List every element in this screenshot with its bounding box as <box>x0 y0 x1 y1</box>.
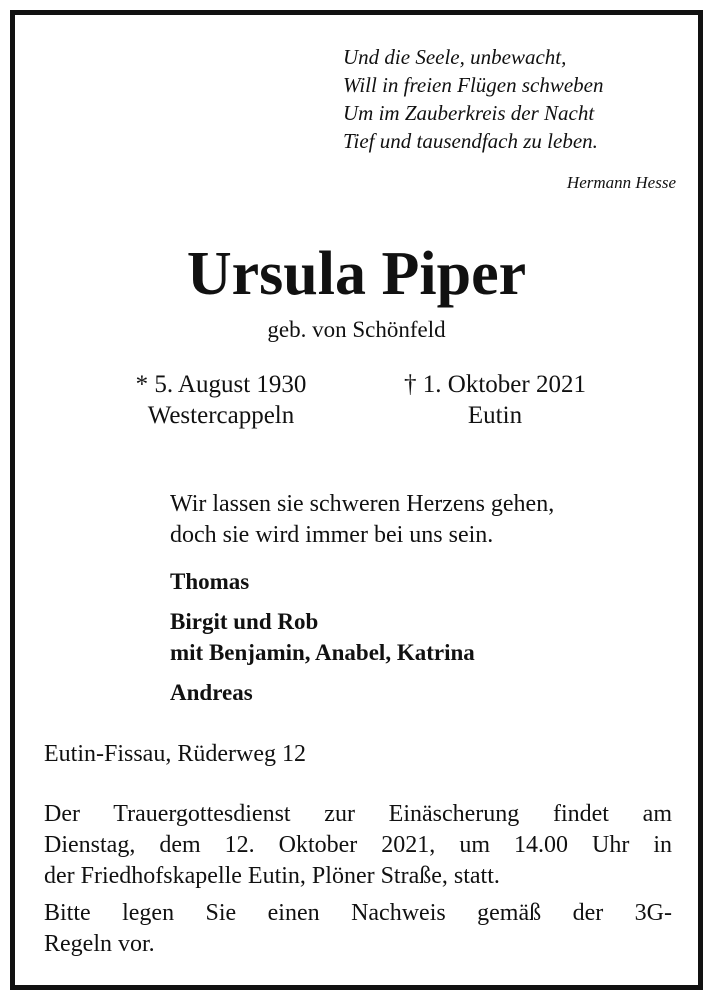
mourner-name: mit Benjamin, Anabel, Katrina <box>170 640 475 665</box>
service-line: der Friedhofskapelle Eutin, Plöner Straße, statt. <box>44 863 500 889</box>
poem-line: Um im Zauberkreis der Nacht <box>343 101 595 125</box>
poem <box>343 43 604 155</box>
death-date: † 1. Oktober 2021 <box>404 371 586 398</box>
birth-info <box>105 369 337 431</box>
mourner-entry <box>170 677 475 708</box>
family-address: Eutin-Fissau, Rüderweg 12 <box>44 741 306 767</box>
service-line: Dienstag, dem 12. Oktober 2021, um 14.00 Uhr in <box>44 832 672 858</box>
service-line: Der Trauergottesdienst zur Einäscherung findet am <box>44 801 672 827</box>
service-info <box>44 799 672 892</box>
maiden-name: geb. von Schönfeld <box>267 317 446 342</box>
mourner-entry <box>170 606 475 668</box>
poem-line: Und die Seele, unbewacht, <box>343 45 567 69</box>
mourner-name: Andreas <box>170 680 253 705</box>
mourners-list <box>170 566 475 717</box>
death-info <box>375 369 615 431</box>
poem-line: Tief und tausendfach zu leben. <box>343 129 598 153</box>
mourner-entry <box>170 566 475 597</box>
quote-line: Wir lassen sie schweren Herzens gehen, <box>170 491 555 517</box>
obituary-notice <box>10 10 703 990</box>
death-place: Eutin <box>467 402 523 429</box>
covid-line: Bitte legen Sie einen Nachweis gemäß der 3G- <box>44 900 672 926</box>
poem-author: Hermann Hesse <box>566 173 676 192</box>
mourner-name: Thomas <box>170 569 250 594</box>
covid-line: Regeln vor. <box>44 931 155 957</box>
poem-line: Will in freien Flügen schweben <box>343 73 604 97</box>
funeral-notice <box>44 799 672 966</box>
covid-notice <box>44 898 672 960</box>
quote-line: doch sie wird immer bei uns sein. <box>170 522 494 548</box>
deceased-name: Ursula Piper <box>186 240 527 308</box>
birth-place: Westercappeln <box>147 402 295 429</box>
mourner-name: Birgit und Rob <box>170 609 319 634</box>
farewell-quote <box>170 489 554 551</box>
birth-date: * 5. August 1930 <box>135 371 307 398</box>
